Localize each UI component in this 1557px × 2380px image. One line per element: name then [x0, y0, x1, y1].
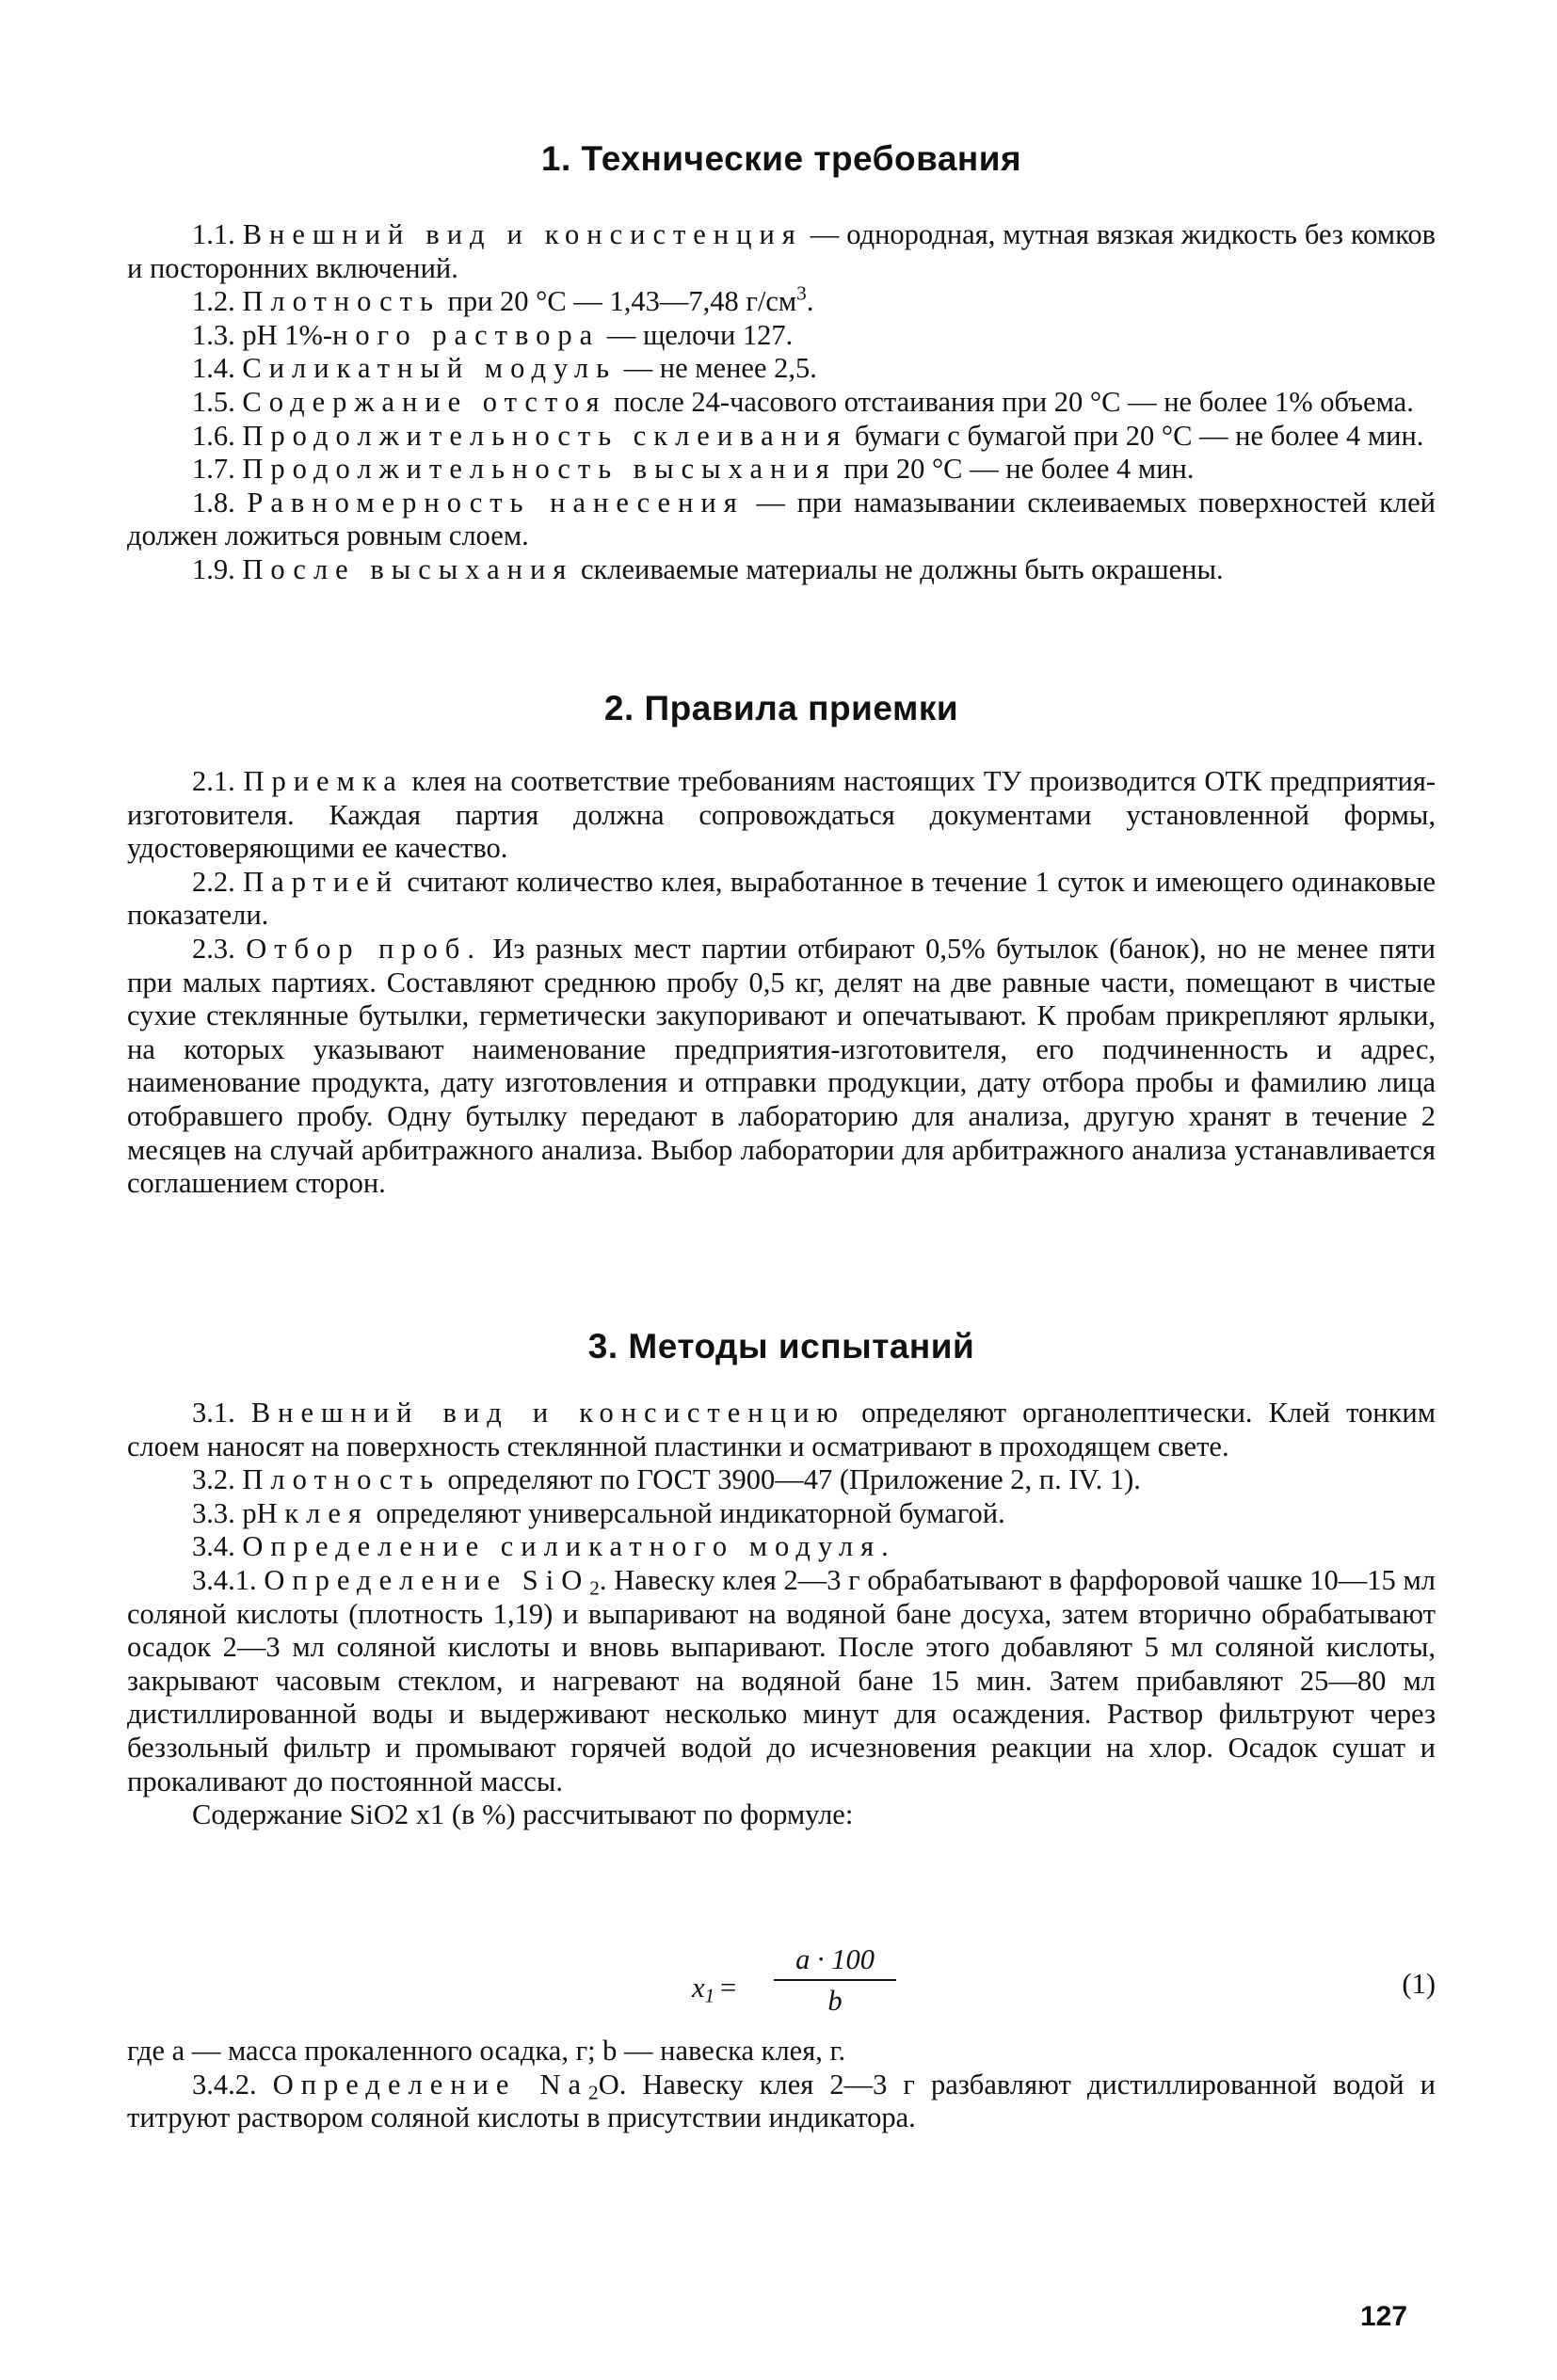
formula-lhs: $x_1$: [692, 1972, 715, 2007]
section-title: 3. Методы испытаний: [587, 1327, 975, 1366]
formula-legend: где a — масса прокаленного осадка, г; b — навеска клея, г.: [127, 2035, 846, 2067]
section-2: [127, 689, 1436, 728]
formula-denominator: b: [827, 1985, 843, 2017]
formula-number: (1): [1402, 1968, 1436, 2000]
clause-1-5: 1.5. Содержание отстоя после 24-часового отстаивания при 20 °С — не более 1% объема.: [192, 385, 1414, 418]
clause-3-3: 3.3. pH клея определяют универсальной индикаторной бумагой.: [192, 1496, 1005, 1529]
fraction-bar: [774, 1979, 896, 1981]
clause-3-1: 3.1. Внешний вид и консистенцию определяют органолептически. Клей тонким слоем наносят на поверхность стеклянной пластинки и осматривают в проходящем свете.: [127, 1397, 1437, 1462]
section-1-body: [127, 218, 1436, 587]
clause-1-8: 1.8. Равномерность нанесения — при намазывании склеиваемых поверхностей клей должен ложиться ровным слоем.: [127, 486, 1437, 552]
clause-3-4: 3.4. Определение силикатного модуля.: [192, 1530, 896, 1563]
clause-3-4-1: 3.4.1. Определение SiO$_2$. Навеску клея 2—3 г обрабатывают в фарфоровой чашке 10—15 мл соляной кислоты (плотность 1,19) и выпаривают на водяной бане досуха, затем вторично обрабатывают осадок 2—3 мл соляной кислоты и вновь выпаривают. После этого добавляют 5 мл соляной кислоты, закрывают часовым стеклом, и нагревают на водяной бане 15 мин. Затем прибавляют 25—80 мл дистиллированной воды и выдерживают несколько минут для осаждения. Раствор фильтруют через беззольный фильтр и промывают горячей водой до исчезновения реакции на хлор. Осадок сушат и прокаливают до постоянной массы.: [127, 1563, 1436, 1797]
clause-1-1: 1.1. Внешний вид и консистенция — однородная, мутная вязкая жидкость без комков и посторонних включений.: [127, 218, 1436, 284]
clause-3-4-2: 3.4.2. Определение $Na_2O$. Навеску клея 2—3 г разбавляют дистиллированной водой и титруют раствором соляной кислоты в присутствии индикатора.: [127, 2068, 1436, 2134]
clause-1-7: 1.7. Продолжительность высыхания при 20 °С — не более 4 мин.: [192, 453, 1195, 486]
section-3: [127, 1327, 1436, 1366]
clause-1-3: 1.3. pH 1%-ного раствора — щелочи 127.: [192, 318, 794, 351]
clause-2-2: 2.2. Партией считают количество клея, выработанное в течение 1 суток и имеющего одинаковые показатели.: [127, 865, 1437, 932]
clause-2-3: 2.3. Отбор проб. Из разных мест партии отбирают 0,5% бутылок (банок), но не менее пяти при малых партиях. Составляют среднюю пробу 0,5 кг, делят на две равные части, помещают в чистые сухие стеклянные бутылки, герметически закупоривают и опечатывают. К пробам прикрепляют ярлыки, на которых указывают наименование предприятия-изготовителя, его подчиненность и адрес, наименование продукта, дату изготовления и отправки продукции, дату отбора пробы и фамилию лица отобравшего пробу. Одну бутылку передают в лабораторию для анализа, другую хранят в течение 2 месяцев на случай арбитражного анализа. Выбор лаборатории для арбитражного анализа устанавливается соглашением сторон.: [127, 932, 1437, 1200]
section-3-body: [127, 1397, 1436, 1832]
section-title: 1. Технические требования: [540, 139, 1022, 178]
clause-1-4: 1.4. Силикатный модуль — не менее 2,5.: [192, 352, 817, 385]
page-number: 127: [1360, 2301, 1408, 2332]
clause-1-6: 1.6. Продолжительность склеивания бумаги с бумагой при 20 °С — не более 4 мин.: [192, 419, 1424, 452]
section-3-tail: [127, 2035, 1436, 2135]
clause-3-2: 3.2. Плотность определяют по ГОСТ 3900—47 (Приложение 2, п. IV. 1).: [192, 1463, 1141, 1496]
clause-2-1: 2.1. Приемка клея на соответствие требованиям настоящих ТУ производится ОТК предприятия-изготовителя. Каждая партия должна сопровождаться документами установленной формы, удостоверяющими ее качество.: [127, 765, 1437, 865]
formula-equals: =: [720, 1972, 737, 2004]
clause-1-9: 1.9. После высыхания склеиваемые материалы не должны быть окрашены.: [192, 552, 1224, 585]
clause-1-2: 1.2. Плотность при 20 °С — 1,43—7,48 $г/см^3$.: [192, 281, 814, 318]
formula-intro: Содержание SiO2 x1 (в %) рассчитывают по формуле:: [192, 1798, 854, 1831]
formula-numerator: a · 100: [795, 1943, 875, 1975]
section-title: 2. Правила приемки: [603, 689, 959, 727]
formula-1: [127, 1943, 1436, 2019]
section-2-body: [127, 765, 1436, 1201]
section-1: [127, 139, 1436, 179]
